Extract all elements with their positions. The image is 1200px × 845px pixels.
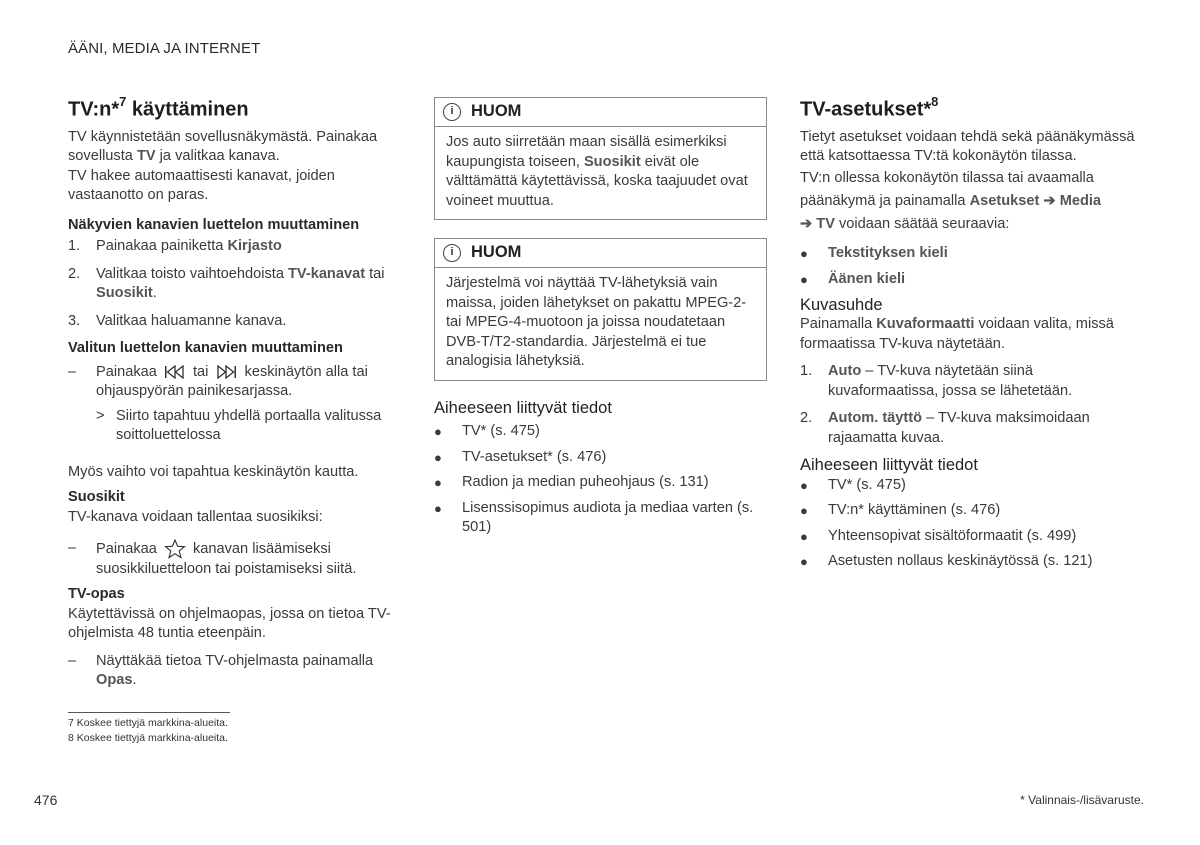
arrow-icon: ➔ (800, 215, 813, 232)
related-heading: Aiheeseen liittyvät tiedot (800, 456, 978, 475)
list-item: 2. Valitkaa toisto vaihtoehdoista TV-kanavat tai Suosikit. (68, 265, 385, 302)
footer-note: * Valinnais-/lisävaruste. (1020, 793, 1144, 807)
intro-paragraph: Tietyt asetukset voidaan tehdä sekä päänäkymässä että katsottaessa TV:tä kokonäytön tilassa. (800, 128, 1135, 165)
note-body: Järjestelmä voi näyttää TV-lähetyksiä vain maissa, joiden lähetykset on pakattu MPEG-2- tai MPEG-4-muotoon ja joissa noudatetaan DVB-T/T2-standardia. Järjestelmä ei tue analogisia lähetyksiä. (446, 275, 747, 369)
section-title-tv-usage: TV:n*$^7$ käyttäminen (68, 94, 249, 121)
note-box (434, 97, 767, 220)
column-tv-settings (800, 92, 1135, 578)
paragraph: Myös vaihto voi tapahtua keskinäytön kautta. (68, 463, 359, 480)
list-item[interactable]: ● TV* (s. 475) (434, 422, 767, 442)
bullet-icon: ● (800, 503, 808, 519)
list-item[interactable]: ● Yhteensopivat sisältöformaatit (s. 499) (800, 527, 1135, 547)
column-tv-usage (68, 92, 408, 691)
list-item[interactable]: ● Lisenssisopimus audiota ja mediaa varten (s. 501) (434, 499, 767, 538)
bullet-icon: ● (434, 500, 442, 516)
footnote-divider (68, 712, 230, 713)
related-heading: Aiheeseen liittyvät tiedot (434, 398, 612, 417)
intro-paragraph-2: TV:n ollessa kokonäytön tilassa tai avaamalla päänäkymä ja painamalla Asetukset ➔ Media ➔ TV voidaan säätää seuraavia: (800, 169, 1102, 232)
bullet-icon: ● (800, 477, 808, 493)
skip-forward-icon (215, 365, 237, 379)
column-notes (434, 97, 767, 544)
footnote: 8 Koskee tiettyjä markkina-alueita. (68, 732, 228, 744)
running-header: ÄÄNI, MEDIA JA INTERNET (68, 40, 261, 57)
list-item: – Näyttäkää tietoa TV-ohjelmasta painamalla Opas. (68, 652, 374, 689)
intro-paragraph: TV käynnistetään sovellusnäkymästä. Painakaa sovellusta TV ja valitkaa kanava. (68, 128, 378, 165)
bullet-icon: ● (434, 424, 442, 439)
info-icon: i (443, 103, 461, 121)
page-number: 476 (34, 792, 58, 808)
list-item[interactable]: ● TV* (s. 475) (800, 476, 1135, 496)
list-item: 2. Autom. täyttö – TV-kuva maksimoidaan rajaamatta kuvaa. (800, 410, 1090, 446)
list-item: 3. Valitkaa haluamanne kanava. (68, 312, 287, 329)
list-item: – Painakaa tai keskinäytön alla tai ohjauspyörän painikesarjassa. (68, 363, 368, 400)
paragraph: TV-kanava voidaan tallentaa suosikiksi: (68, 508, 323, 525)
list-item[interactable]: ● Radion ja median puheohjaus (s. 131) (434, 473, 767, 493)
bullet-icon: ● (800, 528, 808, 544)
subheading-aspect-ratio: Kuvasuhde (800, 295, 883, 314)
related-list (434, 422, 767, 538)
star-icon (164, 539, 186, 559)
subheading-selected-list: Valitun luettelon kanavien muuttaminen (68, 340, 343, 357)
paragraph: Käytettävissä on ohjelmaopas, jossa on tietoa TV-ohjelmista 48 tuntia eteenpäin. (68, 605, 391, 642)
footnote: 7 Koskee tiettyjä markkina-alueita. (68, 717, 228, 729)
subheading-tv-guide: TV-opas (68, 586, 125, 603)
list-item: ● Äänen kieli (800, 270, 1135, 290)
bullet-icon: ● (434, 475, 442, 490)
subheading-favourites: Suosikit (68, 489, 125, 506)
related-list (800, 476, 1135, 572)
bullet-icon: ● (434, 449, 442, 465)
section-title-tv-settings: TV-asetukset*$^8$ (800, 94, 939, 121)
subheading-visible-channels: Näkyvien kanavien luettelon muuttaminen (68, 216, 360, 233)
list-item[interactable]: ● Asetusten nollaus keskinäytössä (s. 121) (800, 552, 1135, 572)
list-item[interactable]: ● TV-asetukset* (s. 476) (434, 448, 767, 468)
bullet-icon: ● (800, 272, 808, 288)
list-item: – Painakaa kanavan lisäämiseksi suosikkiluetteloon tai poistamiseksi siitä. (68, 540, 357, 577)
info-icon: i (443, 244, 461, 262)
bullet-icon: ● (800, 245, 808, 261)
list-item[interactable]: ● TV:n* käyttäminen (s. 476) (800, 501, 1135, 521)
steps-list (68, 237, 408, 331)
list-item: ● Tekstityksen kieli (800, 244, 1135, 264)
bullet-icon: ● (800, 554, 808, 570)
skip-back-icon (164, 365, 186, 379)
intro-paragraph-2: TV hakee automaattisesti kanavat, joiden vastaanotto on paras. (68, 167, 335, 204)
list-item: 1. Auto – TV-kuva näytetään siinä kuvaformaatissa, jossa se lähetetään. (800, 363, 1073, 399)
note-header: i HUOM (435, 98, 766, 127)
list-item: 1. Painakaa painiketta Kirjasto (68, 238, 282, 255)
arrow-icon: ➔ (1043, 192, 1056, 209)
note-header: i HUOM (435, 239, 766, 268)
note-body: Jos auto siirretään maan sisällä esimerkiksi kaupungista toiseen, Suosikit eivät ole välttämättä käytettävissä, koska taajuudet ovat voineet muuttua. (446, 134, 748, 209)
modes-list (800, 362, 1135, 448)
paragraph: Painamalla Kuvaformaatti voidaan valita, missä formaatissa TV-kuva näytetään. (800, 316, 1114, 352)
settings-list (800, 244, 1135, 290)
list-item: > Siirto tapahtuu yhdellä portaalla valitussa soittoluettelossa (96, 407, 382, 444)
note-box (434, 238, 767, 381)
